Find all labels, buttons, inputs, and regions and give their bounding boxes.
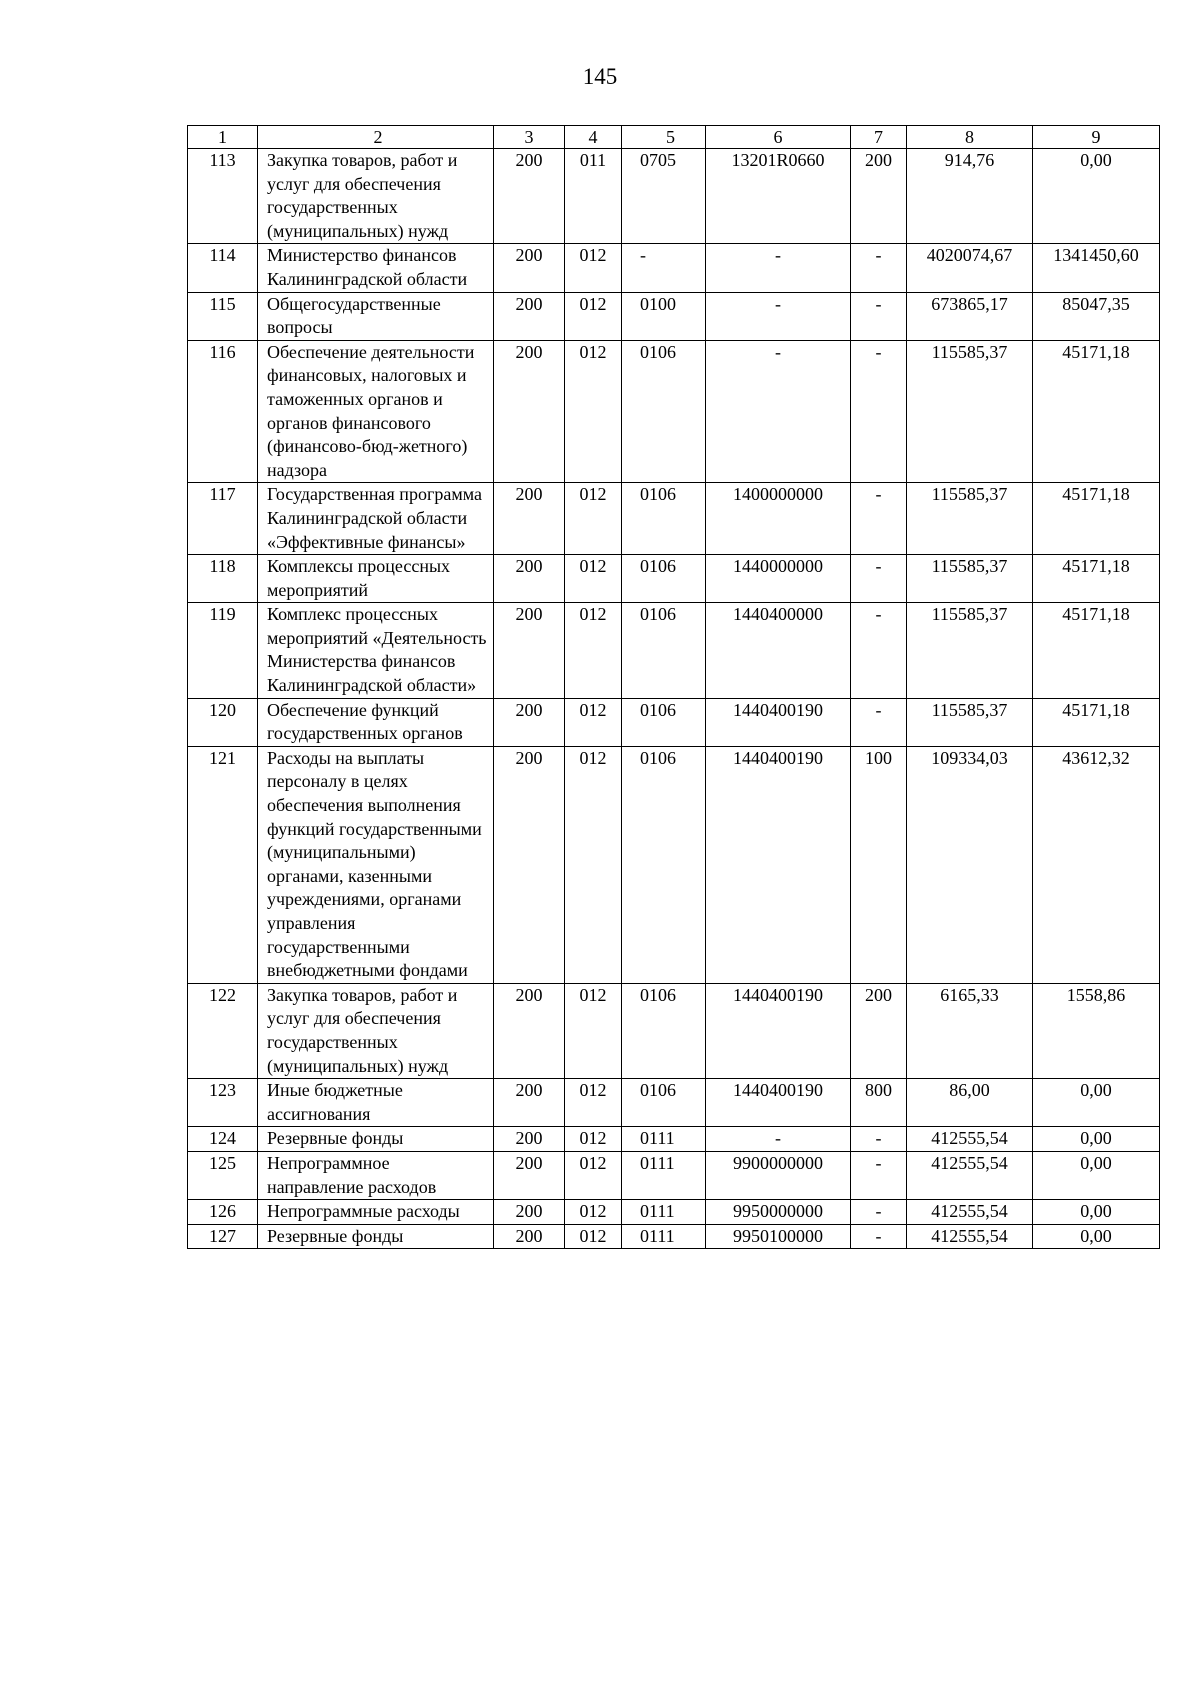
cell-target-code: - — [706, 244, 851, 292]
cell-amount-col8: 914,76 — [907, 149, 1033, 244]
cell-section-code: 0106 — [622, 746, 706, 983]
column-header-9: 9 — [1033, 126, 1160, 149]
cell-code-200: 200 — [494, 1151, 565, 1199]
cell-item-name: Иные бюджетные ассигнования — [258, 1079, 494, 1127]
cell-amount-col8: 673865,17 — [907, 292, 1033, 340]
cell-amount-col9: 0,00 — [1033, 149, 1160, 244]
cell-row-number: 120 — [188, 698, 258, 746]
table-row — [188, 1127, 1160, 1152]
cell-section-code: 0111 — [622, 1127, 706, 1152]
cell-amount-col8: 412555,54 — [907, 1224, 1033, 1249]
cell-code-200: 200 — [494, 555, 565, 603]
cell-amount-col9: 85047,35 — [1033, 292, 1160, 340]
cell-target-code: 1440000000 — [706, 555, 851, 603]
cell-expense-type: - — [851, 1224, 907, 1249]
cell-item-name: Министерство финансов Калининградской области — [258, 244, 494, 292]
cell-amount-col9: 45171,18 — [1033, 483, 1160, 555]
cell-expense-type: - — [851, 1151, 907, 1199]
cell-expense-type: - — [851, 698, 907, 746]
cell-expense-type: - — [851, 555, 907, 603]
column-header-1: 1 — [188, 126, 258, 149]
cell-item-name: Обеспечение функций государственных органов — [258, 698, 494, 746]
cell-department-code: 012 — [565, 1079, 622, 1127]
table-row — [188, 983, 1160, 1078]
table-row — [188, 1224, 1160, 1249]
cell-item-name: Общегосударственные вопросы — [258, 292, 494, 340]
cell-row-number: 117 — [188, 483, 258, 555]
cell-code-200: 200 — [494, 1200, 565, 1225]
cell-expense-type: 100 — [851, 746, 907, 983]
cell-expense-type: - — [851, 244, 907, 292]
cell-code-200: 200 — [494, 746, 565, 983]
cell-row-number: 127 — [188, 1224, 258, 1249]
cell-amount-col9: 0,00 — [1033, 1079, 1160, 1127]
cell-expense-type: 200 — [851, 983, 907, 1078]
cell-department-code: 012 — [565, 698, 622, 746]
cell-section-code: 0106 — [622, 1079, 706, 1127]
column-header-6: 6 — [706, 126, 851, 149]
cell-amount-col9: 45171,18 — [1033, 603, 1160, 698]
cell-item-name: Резервные фонды — [258, 1224, 494, 1249]
cell-expense-type: - — [851, 292, 907, 340]
table-row — [188, 698, 1160, 746]
cell-section-code: 0106 — [622, 983, 706, 1078]
cell-target-code: 1440400190 — [706, 1079, 851, 1127]
cell-amount-col8: 86,00 — [907, 1079, 1033, 1127]
table-row — [188, 1079, 1160, 1127]
cell-department-code: 011 — [565, 149, 622, 244]
cell-target-code: - — [706, 1127, 851, 1152]
cell-row-number: 121 — [188, 746, 258, 983]
cell-section-code: 0111 — [622, 1200, 706, 1225]
cell-expense-type: - — [851, 603, 907, 698]
column-header-4: 4 — [565, 126, 622, 149]
cell-item-name: Расходы на выплаты персоналу в целях обеспечения выполнения функций государственными (муниципальными) органами, казенными учреждениями, органами управления государственными внебюджетными фондами — [258, 746, 494, 983]
cell-section-code: 0106 — [622, 603, 706, 698]
cell-department-code: 012 — [565, 244, 622, 292]
cell-code-200: 200 — [494, 340, 565, 483]
cell-amount-col9: 45171,18 — [1033, 698, 1160, 746]
cell-department-code: 012 — [565, 1151, 622, 1199]
cell-section-code: 0100 — [622, 292, 706, 340]
cell-amount-col8: 115585,37 — [907, 340, 1033, 483]
cell-row-number: 125 — [188, 1151, 258, 1199]
cell-department-code: 012 — [565, 292, 622, 340]
cell-amount-col8: 412555,54 — [907, 1127, 1033, 1152]
cell-section-code: 0705 — [622, 149, 706, 244]
cell-expense-type: 800 — [851, 1079, 907, 1127]
cell-department-code: 012 — [565, 1224, 622, 1249]
table-row — [188, 746, 1160, 983]
cell-row-number: 113 — [188, 149, 258, 244]
cell-item-name: Непрограммные расходы — [258, 1200, 494, 1225]
cell-target-code: - — [706, 340, 851, 483]
cell-target-code: 1440400190 — [706, 746, 851, 983]
cell-department-code: 012 — [565, 983, 622, 1078]
cell-section-code: 0106 — [622, 698, 706, 746]
cell-department-code: 012 — [565, 340, 622, 483]
cell-row-number: 126 — [188, 1200, 258, 1225]
cell-department-code: 012 — [565, 1127, 622, 1152]
cell-department-code: 012 — [565, 603, 622, 698]
cell-expense-type: - — [851, 1200, 907, 1225]
cell-department-code: 012 — [565, 746, 622, 983]
cell-amount-col9: 45171,18 — [1033, 555, 1160, 603]
cell-target-code: 1440400190 — [706, 983, 851, 1078]
cell-target-code: 9950100000 — [706, 1224, 851, 1249]
table-row — [188, 340, 1160, 483]
cell-amount-col9: 0,00 — [1033, 1200, 1160, 1225]
cell-code-200: 200 — [494, 244, 565, 292]
table-row — [188, 244, 1160, 292]
cell-code-200: 200 — [494, 292, 565, 340]
cell-code-200: 200 — [494, 1079, 565, 1127]
cell-section-code: 0106 — [622, 340, 706, 483]
column-header-5: 5 — [622, 126, 706, 149]
cell-code-200: 200 — [494, 603, 565, 698]
cell-row-number: 124 — [188, 1127, 258, 1152]
table-row — [188, 603, 1160, 698]
cell-target-code: 1440400000 — [706, 603, 851, 698]
cell-amount-col8: 115585,37 — [907, 555, 1033, 603]
table-row — [188, 292, 1160, 340]
table-row — [188, 149, 1160, 244]
cell-amount-col8: 109334,03 — [907, 746, 1033, 983]
column-header-row — [188, 126, 1160, 149]
table-row — [188, 1200, 1160, 1225]
cell-amount-col9: 0,00 — [1033, 1127, 1160, 1152]
cell-target-code: 1400000000 — [706, 483, 851, 555]
cell-amount-col8: 115585,37 — [907, 483, 1033, 555]
cell-amount-col9: 0,00 — [1033, 1224, 1160, 1249]
table-body — [188, 126, 1160, 1249]
cell-amount-col8: 412555,54 — [907, 1151, 1033, 1199]
cell-amount-col8: 412555,54 — [907, 1200, 1033, 1225]
cell-row-number: 116 — [188, 340, 258, 483]
cell-item-name: Резервные фонды — [258, 1127, 494, 1152]
cell-section-code: 0106 — [622, 483, 706, 555]
cell-item-name: Закупка товаров, работ и услуг для обеспечения государственных (муниципальных) нужд — [258, 983, 494, 1078]
cell-row-number: 118 — [188, 555, 258, 603]
cell-target-code: 1440400190 — [706, 698, 851, 746]
column-header-7: 7 — [851, 126, 907, 149]
cell-row-number: 115 — [188, 292, 258, 340]
cell-code-200: 200 — [494, 149, 565, 244]
page-number: 145 — [582, 64, 618, 89]
cell-amount-col9: 0,00 — [1033, 1151, 1160, 1199]
cell-item-name: Государственная программа Калининградской области «Эффективные финансы» — [258, 483, 494, 555]
cell-item-name: Комплексы процессных мероприятий — [258, 555, 494, 603]
budget-table — [187, 125, 1160, 1249]
cell-target-code: 13201R0660 — [706, 149, 851, 244]
table-row — [188, 483, 1160, 555]
cell-section-code: 0111 — [622, 1224, 706, 1249]
cell-expense-type: - — [851, 1127, 907, 1152]
cell-row-number: 123 — [188, 1079, 258, 1127]
cell-row-number: 114 — [188, 244, 258, 292]
cell-department-code: 012 — [565, 483, 622, 555]
cell-department-code: 012 — [565, 1200, 622, 1225]
cell-code-200: 200 — [494, 1127, 565, 1152]
cell-item-name: Закупка товаров, работ и услуг для обеспечения государственных (муниципальных) нужд — [258, 149, 494, 244]
cell-item-name: Обеспечение деятельности финансовых, налоговых и таможенных органов и органов финансового (финансово-бюд-жетного) надзора — [258, 340, 494, 483]
cell-amount-col8: 6165,33 — [907, 983, 1033, 1078]
cell-section-code: 0111 — [622, 1151, 706, 1199]
cell-expense-type: - — [851, 340, 907, 483]
cell-section-code: 0106 — [622, 555, 706, 603]
cell-code-200: 200 — [494, 483, 565, 555]
cell-item-name: Комплекс процессных мероприятий «Деятельность Министерства финансов Калининградской области» — [258, 603, 494, 698]
cell-row-number: 119 — [188, 603, 258, 698]
cell-target-code: 9950000000 — [706, 1200, 851, 1225]
table-row — [188, 1151, 1160, 1199]
cell-expense-type: - — [851, 483, 907, 555]
cell-amount-col8: 4020074,67 — [907, 244, 1033, 292]
cell-row-number: 122 — [188, 983, 258, 1078]
cell-expense-type: 200 — [851, 149, 907, 244]
column-header-8: 8 — [907, 126, 1033, 149]
cell-amount-col8: 115585,37 — [907, 603, 1033, 698]
cell-amount-col9: 45171,18 — [1033, 340, 1160, 483]
cell-section-code: - — [622, 244, 706, 292]
cell-department-code: 012 — [565, 555, 622, 603]
table-row — [188, 555, 1160, 603]
cell-item-name: Непрограммное направление расходов — [258, 1151, 494, 1199]
cell-amount-col9: 1341450,60 — [1033, 244, 1160, 292]
cell-amount-col8: 115585,37 — [907, 698, 1033, 746]
cell-amount-col9: 1558,86 — [1033, 983, 1160, 1078]
cell-code-200: 200 — [494, 1224, 565, 1249]
column-header-2: 2 — [258, 126, 494, 149]
cell-code-200: 200 — [494, 983, 565, 1078]
cell-target-code: 9900000000 — [706, 1151, 851, 1199]
column-header-3: 3 — [494, 126, 565, 149]
cell-code-200: 200 — [494, 698, 565, 746]
cell-amount-col9: 43612,32 — [1033, 746, 1160, 983]
cell-target-code: - — [706, 292, 851, 340]
